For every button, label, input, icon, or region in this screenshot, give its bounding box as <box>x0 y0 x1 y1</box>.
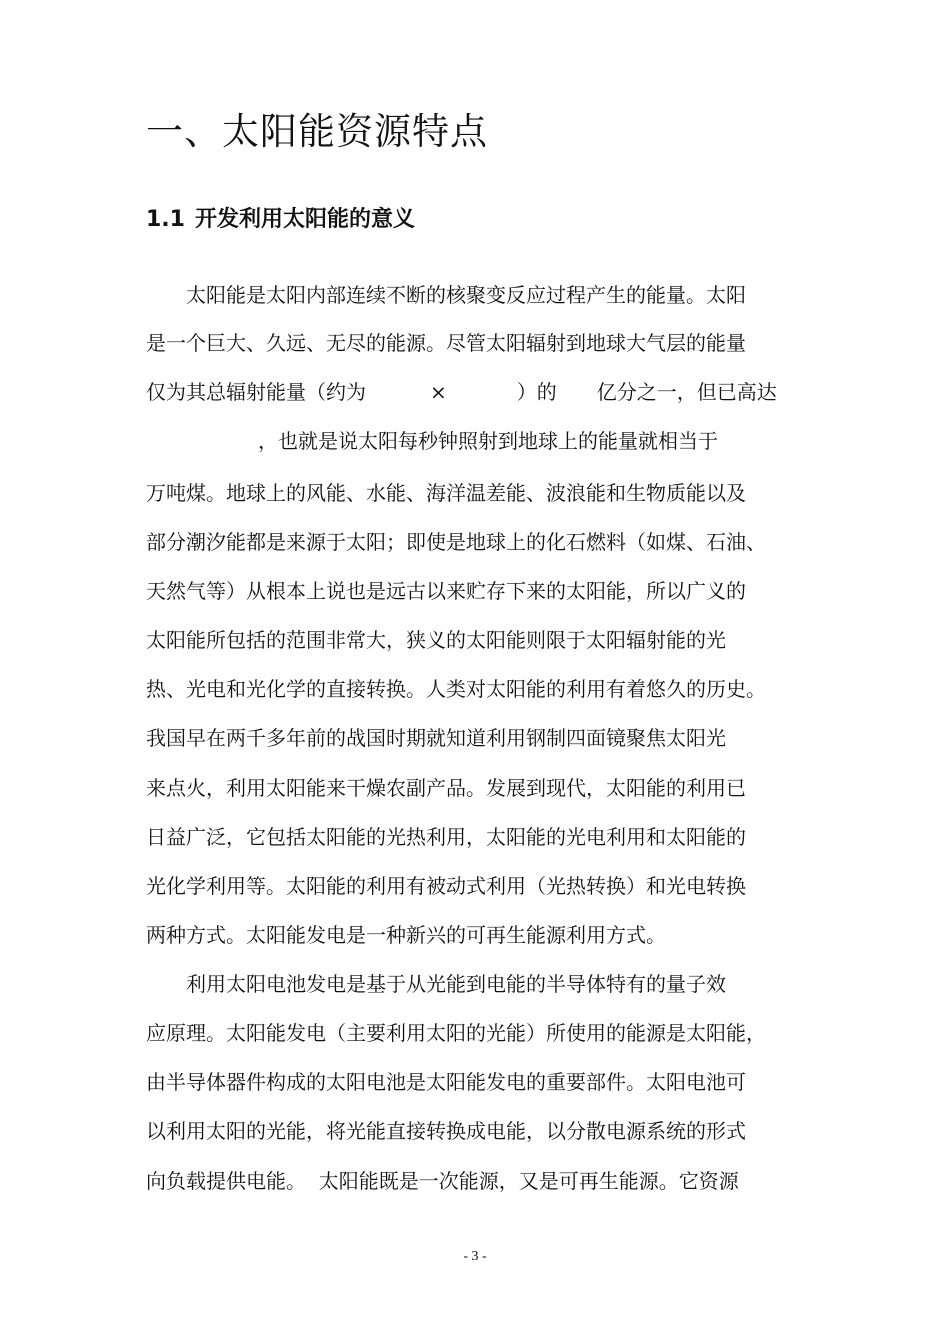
section-title-text: 开发利用太阳能的意义 <box>194 207 415 232</box>
section-number: 1.1 <box>146 207 185 232</box>
times-symbol: × <box>430 380 447 404</box>
paragraph-1-line-14: 两种方式。太阳能发电是一种新兴的可再生能源利用方式。 <box>146 923 666 947</box>
paragraph-2-line-2: 应原理。太阳能发电（主要利用太阳的光能）所使用的能源是太阳能， <box>146 1021 766 1045</box>
paragraph-1-line-3 <box>146 377 806 407</box>
paragraph-1-line-13: 光化学利用等。太阳能的利用有被动式利用（光热转换）和光电转换 <box>146 874 746 898</box>
paragraph-1-line-1: 太阳能是太阳内部连续不断的核聚变反应过程产生的能量。太阳 <box>186 283 746 307</box>
line-3-text-c: 亿分之一，但已高达 <box>596 380 777 404</box>
paragraph-2-line-4: 以利用太阳的光能，将光能直接转换成电能，以分散电源系统的形式 <box>146 1119 746 1143</box>
paragraph-1-line-9: 热、光电和光化学的直接转换。人类对太阳能的利用有着悠久的历史。 <box>146 677 766 701</box>
chapter-title: 一、太阳能资源特点 <box>146 110 488 153</box>
paragraph-2-line-1: 利用太阳电池发电是基于从光能到电能的半导体特有的量子效 <box>186 972 726 996</box>
line-3-text-a: 仅为其总辐射能量（约为 <box>146 380 366 404</box>
page-number: - 3 - <box>463 1249 487 1264</box>
paragraph-1-line-7: 天然气等）从根本上说也是远古以来贮存下来的太阳能，所以广义的 <box>146 579 746 603</box>
paragraph-1-line-11: 来点火，利用太阳能来干燥农副产品。发展到现代，太阳能的利用已 <box>146 776 746 800</box>
paragraph-1-line-2: 是一个巨大、久远、无尽的能源。尽管太阳辐射到地球大气层的能量 <box>146 331 746 355</box>
paragraph-2-line-5: 向负载提供电能。 太阳能既是一次能源，又是可再生能源。它资源 <box>146 1169 739 1193</box>
paragraph-1-line-8: 太阳能所包括的范围非常大，狭义的太阳能则限于太阳辐射能的光 <box>146 628 726 652</box>
section-title <box>146 203 415 237</box>
paragraph-1-line-10: 我国早在两千多年前的战国时期就知道利用钢制四面镜聚焦太阳光 <box>146 726 726 750</box>
paragraph-1-line-4: ，也就是说太阳每秒钟照射到地球上的能量就相当于 <box>258 429 718 453</box>
paragraph-1-line-6: 部分潮汐能都是来源于太阳；即使是地球上的化石燃料（如煤、石油、 <box>146 530 766 554</box>
line-3-text-b: ）的 <box>516 380 557 404</box>
paragraph-1-line-12: 日益广泛，它包括太阳能的光热利用，太阳能的光电利用和太阳能的 <box>146 825 746 849</box>
paragraph-2-line-3: 由半导体器件构成的太阳电池是太阳能发电的重要部件。太阳电池可 <box>146 1070 746 1094</box>
paragraph-1-line-5: 万吨煤。地球上的风能、水能、海洋温差能、波浪能和生物质能以及 <box>146 481 746 505</box>
